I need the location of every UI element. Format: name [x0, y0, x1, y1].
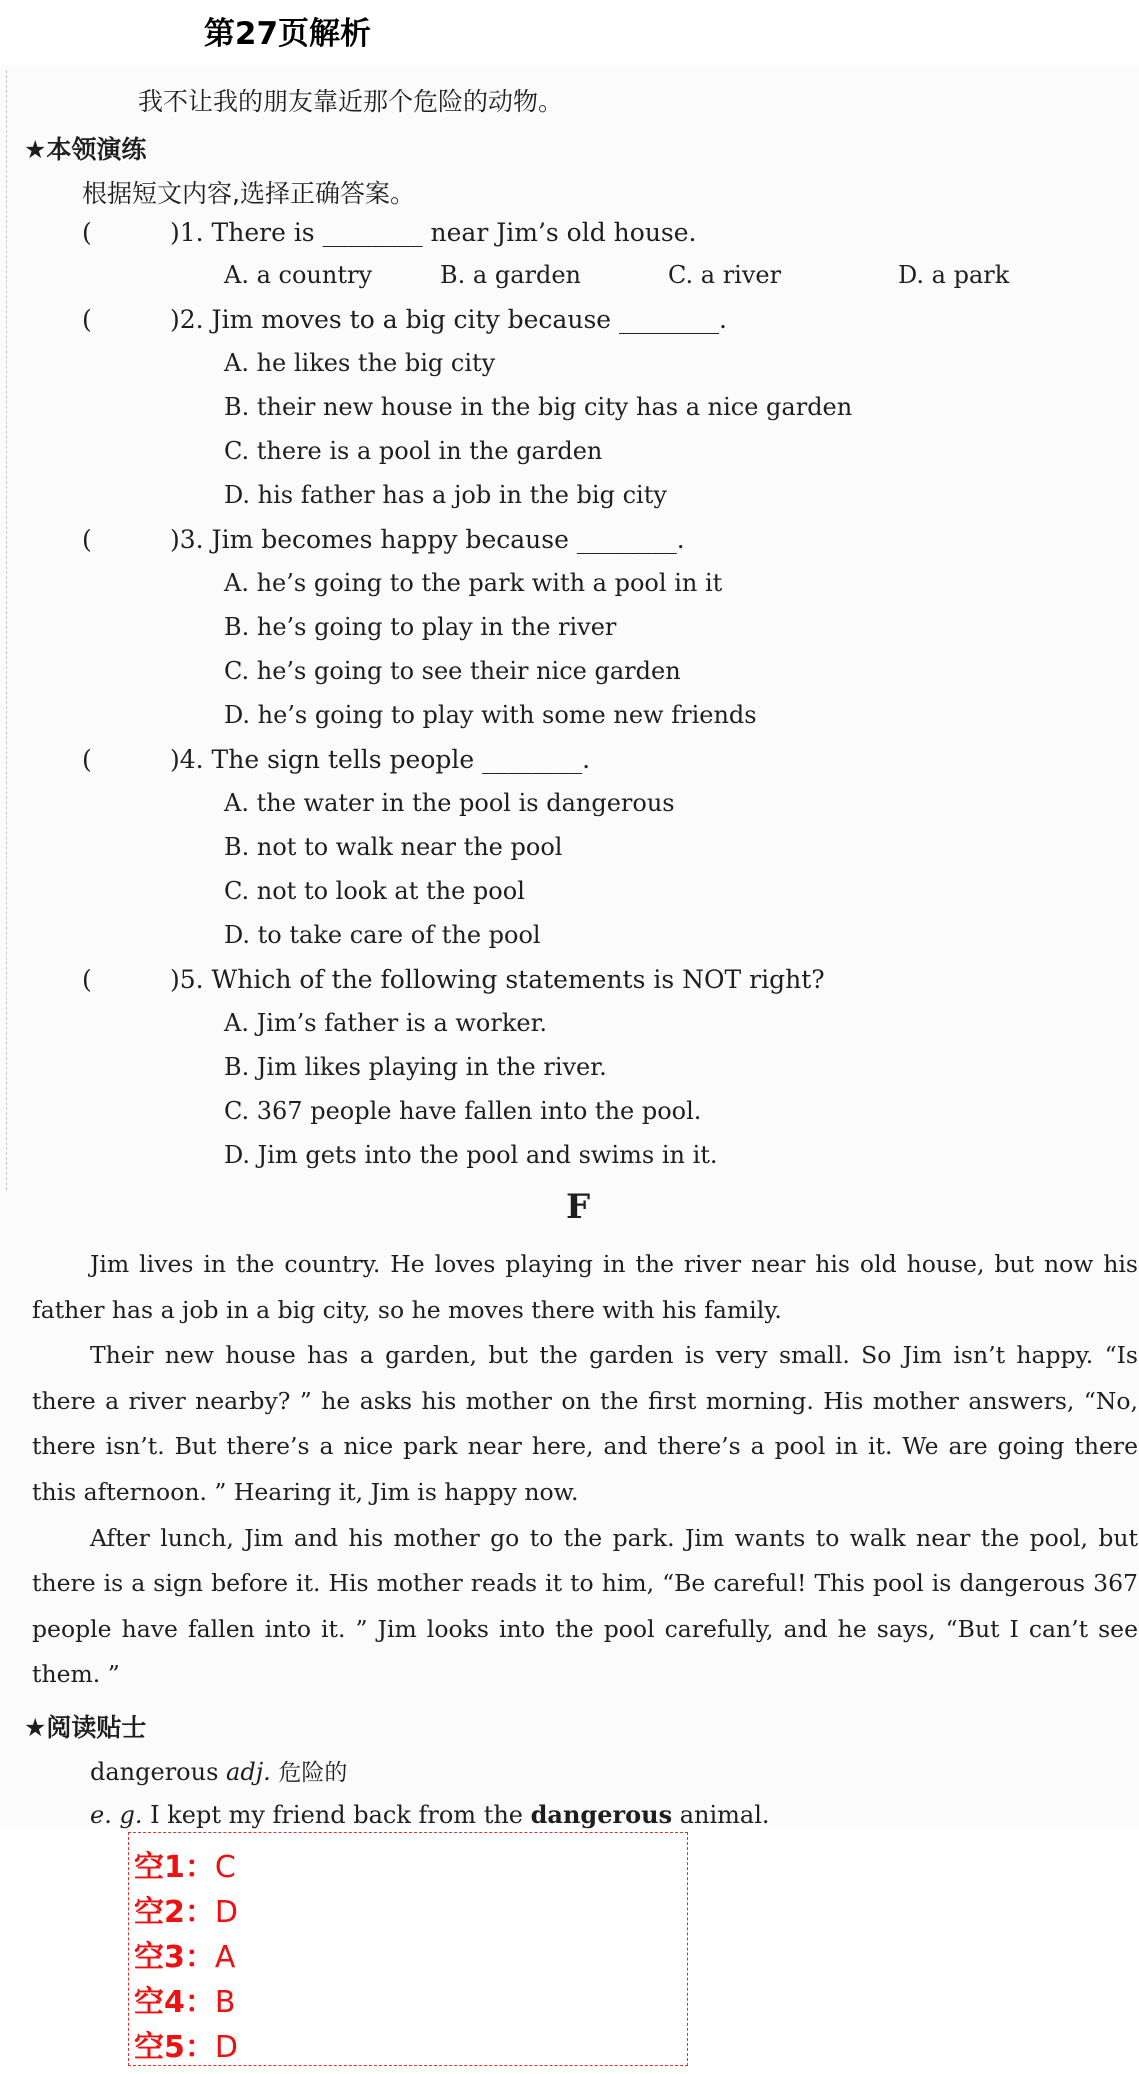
option-c: C. a river — [668, 261, 782, 289]
option-b: B. a garden — [440, 261, 581, 289]
answer-4 — [134, 1977, 235, 2021]
passage-letter: F — [566, 1187, 591, 1227]
option-c: C. there is a pool in the garden — [224, 437, 603, 465]
option-d: D. a park — [898, 261, 1010, 289]
answer-bracket: ( — [82, 965, 92, 994]
answer-value: B — [214, 1985, 236, 2020]
option-d: D. his father has a job in the big city — [224, 481, 667, 509]
answer-bracket: ( — [82, 745, 92, 774]
option-c: C. he’s going to see their nice garden — [224, 657, 681, 685]
passage-paragraph-1: Jim lives in the country. He loves playing in the river near his old house, but now his father has a job in a big city, so he moves there with his family. — [32, 1250, 1138, 1324]
answer-value: D — [214, 1895, 238, 1930]
option-b: B. not to walk near the pool — [224, 833, 563, 861]
answer-bracket: ( — [82, 305, 92, 334]
page-title: 第27页解析 — [203, 16, 372, 52]
question-stem: )2. Jim moves to a big city because ________. — [170, 305, 727, 334]
option-b: B. Jim likes playing in the river. — [224, 1053, 607, 1081]
option-a: A. Jim’s father is a worker. — [224, 1009, 548, 1037]
option-d: D. Jim gets into the pool and swims in it. — [224, 1141, 718, 1169]
vocab-meaning: 危险的 — [278, 1760, 348, 1786]
question-2 — [82, 305, 727, 334]
question-stem: )4. The sign tells people ________. — [170, 745, 591, 774]
vocab-part-of-speech: adj. — [226, 1758, 271, 1786]
example-text-after: animal. — [679, 1801, 770, 1829]
example-keyword: dangerous — [530, 1800, 673, 1829]
question-1 — [82, 218, 697, 247]
example-text-before: I kept my friend back from the — [150, 1801, 523, 1829]
question-stem: )3. Jim becomes happy because ________. — [170, 525, 685, 554]
answer-bracket: ( — [82, 218, 92, 247]
question-5 — [82, 965, 825, 994]
option-b: B. he’s going to play in the river — [224, 613, 617, 641]
question-4 — [82, 745, 590, 774]
option-c: C. 367 people have fallen into the pool. — [224, 1097, 702, 1125]
option-a: A. the water in the pool is dangerous — [224, 789, 675, 817]
section-heading-tips: ★阅读贴士 — [24, 1713, 147, 1742]
answer-label: 空5： — [134, 2030, 215, 2065]
option-a: A. he likes the big city — [224, 349, 496, 377]
option-c: C. not to look at the pool — [224, 877, 525, 905]
question-stem: )5. Which of the following statements is NOT right? — [170, 965, 825, 994]
answer-3 — [134, 1932, 235, 1976]
reading-passage — [32, 1242, 1138, 1698]
option-b: B. their new house in the big city has a nice garden — [224, 393, 853, 421]
answer-2 — [134, 1887, 238, 1931]
answer-value: A — [214, 1940, 236, 1975]
answer-value: C — [214, 1850, 236, 1885]
answer-value: D — [214, 2030, 238, 2065]
option-a: A. he’s going to the park with a pool in it — [224, 569, 723, 597]
vocab-word: dangerous — [90, 1758, 219, 1786]
page-edge-dashes — [6, 70, 7, 1190]
passage-paragraph-3: After lunch, Jim and his mother go to the park. Jim wants to walk near the pool, but there is a sign before it. His mother reads it to him, “Be careful! This pool is dangerous 367 people have fallen into it. ” Jim looks into the pool carefully, and he says, “But I can’t see them. ” — [32, 1523, 1138, 1689]
example-sentence — [90, 1800, 770, 1829]
passage-paragraph-2: Their new house has a garden, but the garden is very small. So Jim isn’t happy. “Is there a river nearby? ” he asks his mother on the first morning. His mother answers, “No, there isn’t. But there’s a nice park near here, and there’s a pool in it. We are going there this afternoon. ” Hearing it, Jim is happy now. — [32, 1341, 1138, 1506]
section-heading-practice: ★本领演练 — [24, 135, 147, 164]
answer-1 — [134, 1842, 236, 1886]
answer-label: 空3： — [134, 1940, 215, 1975]
answer-label: 空2： — [134, 1895, 215, 1930]
question-3 — [82, 525, 685, 554]
option-a: A. a country — [224, 261, 373, 289]
example-prefix: e. g. — [90, 1801, 143, 1829]
answer-5 — [134, 2022, 238, 2066]
option-d: D. he’s going to play with some new friends — [224, 701, 757, 729]
translated-sentence: 我不让我的朋友靠近那个危险的动物。 — [138, 87, 564, 116]
answer-label: 空1： — [134, 1850, 215, 1885]
answer-label: 空4： — [134, 1985, 215, 2020]
vocab-entry — [90, 1754, 347, 1787]
question-stem: )1. There is ________ near Jim’s old house. — [170, 218, 697, 247]
option-d: D. to take care of the pool — [224, 921, 541, 949]
instruction-text: 根据短文内容,选择正确答案。 — [82, 179, 415, 208]
answer-bracket: ( — [82, 525, 92, 554]
